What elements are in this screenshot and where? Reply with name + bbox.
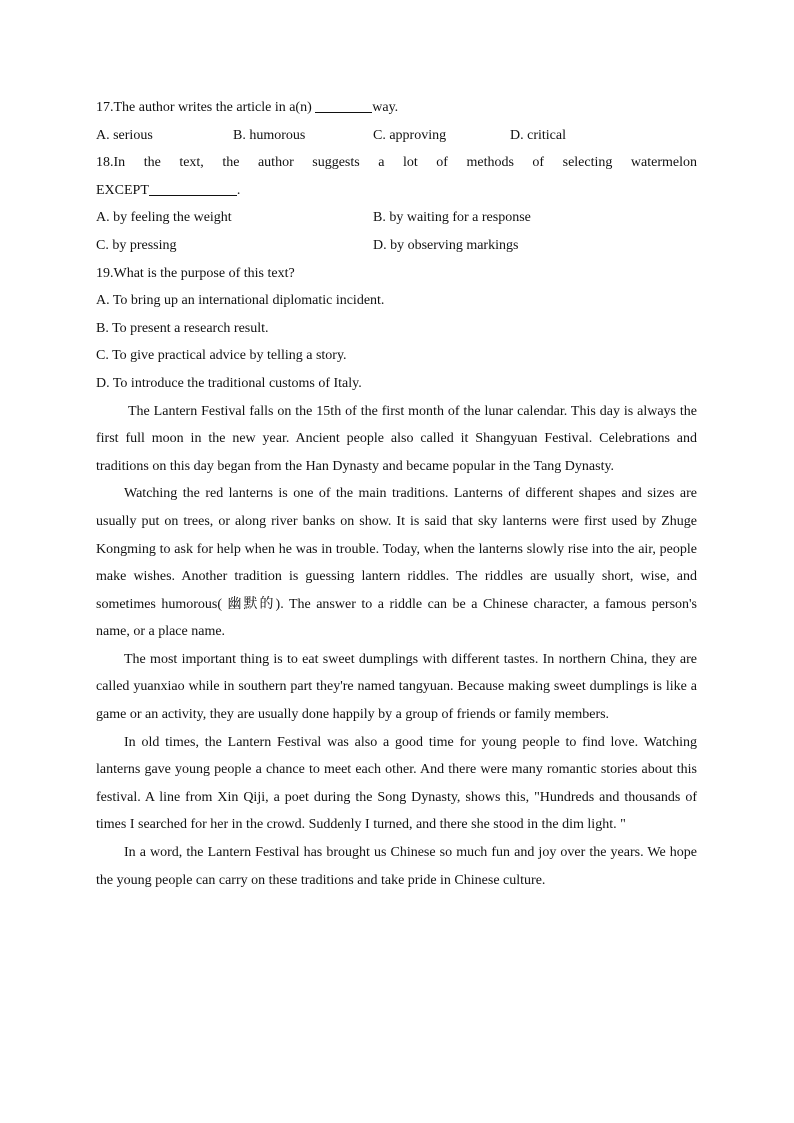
option-d: D. critical xyxy=(510,127,566,143)
question-17-stem-text: 17.The author writes the article in a(n) xyxy=(96,100,316,115)
answer-blank xyxy=(315,97,372,113)
question-18-options-row-1 xyxy=(96,204,697,232)
question-18-stem-line-1: 18.In the text, the author suggests a lot of methods of selecting watermelon xyxy=(96,155,697,171)
question-19-stem: 19.What is the purpose of this text? xyxy=(96,265,295,281)
option-c: C. by pressing xyxy=(96,237,177,253)
exam-page xyxy=(96,94,697,894)
passage-paragraph: Watching the red lanterns is one of the main traditions. Lanterns of different shapes and sizes are usually put on trees, or along river banks on show. It is said that sky lanterns were first used by Zhuge Kongming to ask for help when he was in trouble. Today, when the lanterns slowly rise into the air, people make wishes. Another tradition is guessing lantern riddles. The riddles are usually short, wise, and sometimes humorous( 幽默的). The answer to a riddle can be a Chinese character, a famous person's name, or a place name. xyxy=(96,486,697,640)
option-a: A. serious xyxy=(96,127,153,143)
passage-paragraph: The Lantern Festival falls on the 15th of the first month of the lunar calendar. This day is always the first full moon in the new year. Ancient people also called it Shangyuan Festival. Celebrations and traditions on this day began from the Han Dynasty and became popular in the Tang Dynasty. xyxy=(96,403,697,474)
option-b: B. To present a research result. xyxy=(96,320,269,336)
question-17-stem-end: way. xyxy=(372,100,399,115)
passage-paragraph: In a word, the Lantern Festival has brought us Chinese so much fun and joy over the years. We hope the young people can carry on these traditions and take pride in Chinese culture. xyxy=(96,845,697,888)
option-b: B. humorous xyxy=(233,127,306,143)
option-d: D. by observing markings xyxy=(373,237,519,253)
question-18-stem-text: EXCEPT xyxy=(96,182,149,198)
passage-paragraph: In old times, the Lantern Festival was also a good time for young people to find love. Watching lanterns gave young people a chance to meet each other. And there were many romantic stories about this festival. A line from Xin Qiji, a poet during the Song Dynasty, shows this, "Hundreds and thousands of times I searched for her in the crowd. Suddenly I turned, and there she stood in the dim light. " xyxy=(96,734,697,833)
option-b: B. by waiting for a response xyxy=(373,210,531,226)
option-d: D. To introduce the traditional customs of Italy. xyxy=(96,375,362,391)
question-18-stem-end: . xyxy=(236,182,241,198)
option-a: A. by feeling the weight xyxy=(96,210,232,226)
question-17-stem xyxy=(96,94,697,122)
question-17-options xyxy=(96,122,697,150)
question-18-stem-line-2 xyxy=(96,177,697,205)
reading-passage xyxy=(96,398,697,895)
passage-paragraph: The most important thing is to eat sweet dumplings with different tastes. In northern China, they are called yuanxiao while in southern part they're named tangyuan. Because making sweet dumplings is like a game or an activity, they are usually done happily by a group of friends or family members. xyxy=(96,651,697,723)
option-c: C. To give practical advice by telling a story. xyxy=(96,348,347,364)
option-a: A. To bring up an international diplomatic incident. xyxy=(96,293,385,309)
question-18-options-row-2 xyxy=(96,232,697,260)
answer-blank xyxy=(149,180,237,196)
option-c: C. approving xyxy=(373,127,447,143)
